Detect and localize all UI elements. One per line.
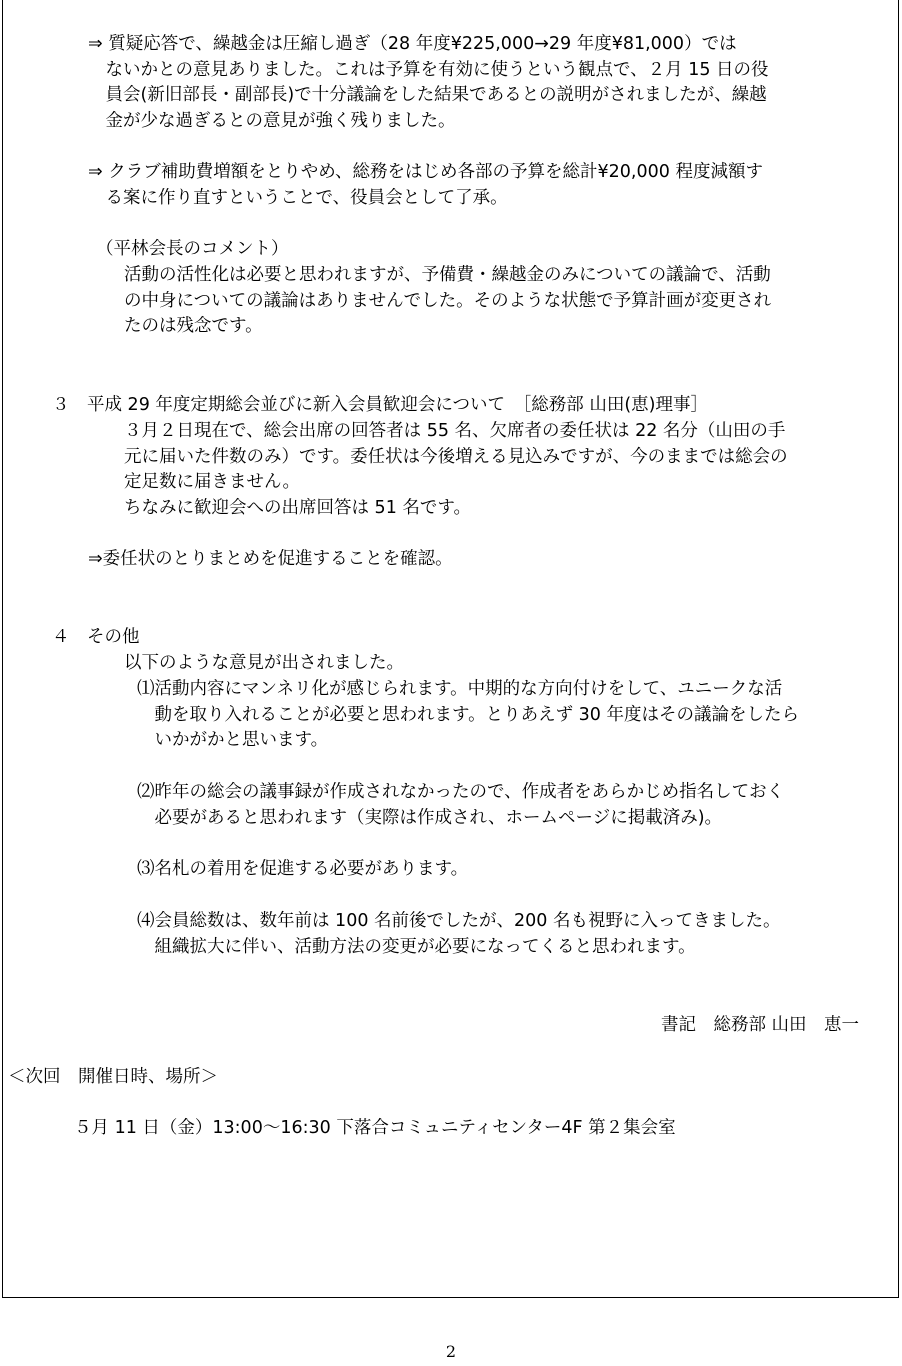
opinion-1-line: いかがかと思います。 [137,730,329,751]
chair-comment-body-line: 活動の活性化は必要と思われますが、予備費・繰越金のみについての議論で、活動 [124,265,771,285]
budget-comment-1-line: 金が少な過ぎるとの意見が強く残りました。 [88,111,456,132]
opinion-4-line: 組織拡大に伴い、活動方法の変更が必要になってくると思われます。 [137,936,696,957]
opinion-2-line: 必要があると思われます（実際は作成され、ホームページに掲載済み)。 [137,807,723,828]
opinion-2-line: ⑵昨年の総会の議事録が作成されなかったので、作成者をあらかじめ指名しておく [137,782,785,802]
item3-body-line: ちなみに歓迎会への出席回答は 51 名です。 [124,498,471,519]
item3-conclusion-line: ⇒委任状のとりまとめを促進することを確認。 [88,549,453,569]
opinion-4-line: ⑷会員総数は、数年前は 100 名前後でしたが、200 名も視野に入ってきました。 [137,911,781,931]
secretary-signature-line: 書記 総務部 山田 恵一 [661,1015,860,1035]
budget-comment-1-line: 員会(新旧部長・副部長)で十分議論をした結果であるとの説明がされましたが、繰越 [88,85,767,106]
opinion-1-line: ⑴活動内容にマンネリ化が感じられます。中期的な方向付けをして、ユニークな活 [137,679,783,699]
item4-heading-line: ４ その他 [52,627,140,647]
item4-intro-line: 以下のような意見が出されました。 [124,653,404,673]
budget-comment-2-line: る案に作り直すということで、役員会として了承。 [88,187,508,208]
chair-comment-heading-line: （平林会長のコメント） [96,239,289,259]
item3-heading-line: ３ 平成 29 年度定期総会並びに新入会員歓迎会について ［総務部 山田(恵)理事］ [52,395,709,415]
next-meeting-details-line: ５月 11 日（金）13:00～16:30 下落合コミュニティセンター4F 第２集会室 [74,1118,676,1138]
chair-comment-body-line: たのは残念です。 [124,316,263,337]
page-number: 2 [445,1342,457,1361]
opinion-1-line: 動を取り入れることが必要と思われます。とりあえず 30 年度はその議論をしたら [137,704,799,725]
budget-comment-1-line: ないかとの意見ありました。これは予算を有効に使うという観点で、２月 15 日の役 [88,59,769,80]
budget-comment-1-line: ⇒ 質疑応答で、繰越金は圧縮し過ぎ（28 年度¥225,000→29 年度¥81,000）では [88,34,737,54]
item3-body-line: ３月２日現在で、総会出席の回答者は 55 名、欠席者の委任状は 22 名分（山田の手 [124,421,786,441]
chair-comment-body-line: の中身についての議論はありませんでした。そのような状態で予算計画が変更され [124,290,772,311]
next-meeting-heading-line: ＜次回 開催日時、場所＞ [8,1067,218,1087]
opinion-3-line: ⑶名札の着用を促進する必要があります。 [137,859,469,879]
budget-comment-2-line: ⇒ クラブ補助費増額をとりやめ、総務をはじめ各部の予算を総計¥20,000 程度減額す [88,162,763,182]
item3-body-line: 定足数に届きません。 [124,472,301,493]
item3-body-line: 元に届いた件数のみ）です。委任状は今後増える見込みですが、今のままでは総会の [124,446,788,467]
